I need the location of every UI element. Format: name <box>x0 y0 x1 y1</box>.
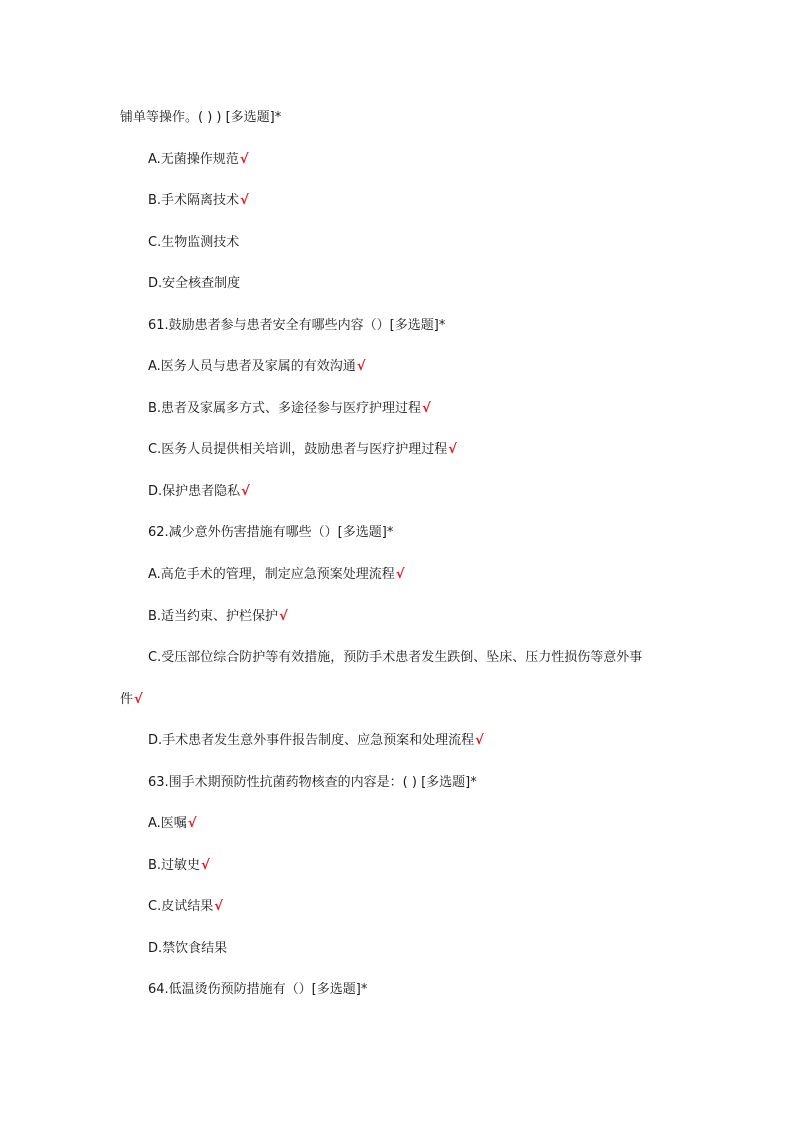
option-60-d: D.安全核查制度 <box>148 276 241 291</box>
option-63-a: A.医嘱√ <box>148 816 197 831</box>
question-64: 64.低温烫伤预防措施有（）[多选题]* <box>148 982 368 997</box>
check-mark-icon: √ <box>475 733 484 748</box>
option-62-c-continuation: 件√ <box>120 692 143 707</box>
question-61: 61.鼓励患者参与患者安全有哪些内容（）[多选题]* <box>148 318 446 333</box>
check-mark-icon: √ <box>279 609 288 624</box>
check-mark-icon: √ <box>241 484 250 499</box>
check-mark-icon: √ <box>239 152 249 167</box>
question-63: 63.围手术期预防性抗菌药物核查的内容是：( ) [多选题]* <box>148 775 477 790</box>
option-62-c: C.受压部位综合防护等有效措施，预防手术患者发生跌倒、坠床、压力性损伤等意外事 <box>148 650 643 665</box>
option-61-c: C.医务人员提供相关培训，鼓励患者与医疗护理过程√ <box>148 442 457 457</box>
check-mark-icon: √ <box>214 899 223 914</box>
option-60-c: C.生物监测技术 <box>148 235 240 250</box>
check-mark-icon: √ <box>448 442 457 457</box>
question-60-continuation: 铺单等操作。( ) ) [多选题]* <box>120 110 282 125</box>
check-mark-icon: √ <box>240 193 249 208</box>
option-61-a: A.医务人员与患者及家属的有效沟通√ <box>148 359 366 374</box>
option-63-d: D.禁饮食结果 <box>148 941 228 956</box>
check-mark-icon: √ <box>422 401 431 416</box>
option-60-b: B.手术隔离技术√ <box>148 193 249 208</box>
option-61-d: D.保护患者隐私√ <box>148 484 250 499</box>
option-63-b: B.过敏史√ <box>148 858 210 873</box>
option-62-d: D.手术患者发生意外事件报告制度、应急预案和处理流程√ <box>148 733 484 748</box>
option-62-b: B.适当约束、护栏保护√ <box>148 609 288 624</box>
question-62: 62.减少意外伤害措施有哪些（）[多选题]* <box>148 525 394 540</box>
option-60-a: A.无菌操作规范√ <box>148 152 249 167</box>
check-mark-icon: √ <box>395 567 405 582</box>
check-mark-icon: √ <box>356 359 366 374</box>
option-62-a: A.高危手术的管理，制定应急预案处理流程√ <box>148 567 405 582</box>
check-mark-icon: √ <box>187 816 197 831</box>
check-mark-icon: √ <box>201 858 210 873</box>
option-61-b: B.患者及家属多方式、多途径参与医疗护理过程√ <box>148 401 431 416</box>
option-63-c: C.皮试结果√ <box>148 899 223 914</box>
check-mark-icon: √ <box>134 692 143 707</box>
